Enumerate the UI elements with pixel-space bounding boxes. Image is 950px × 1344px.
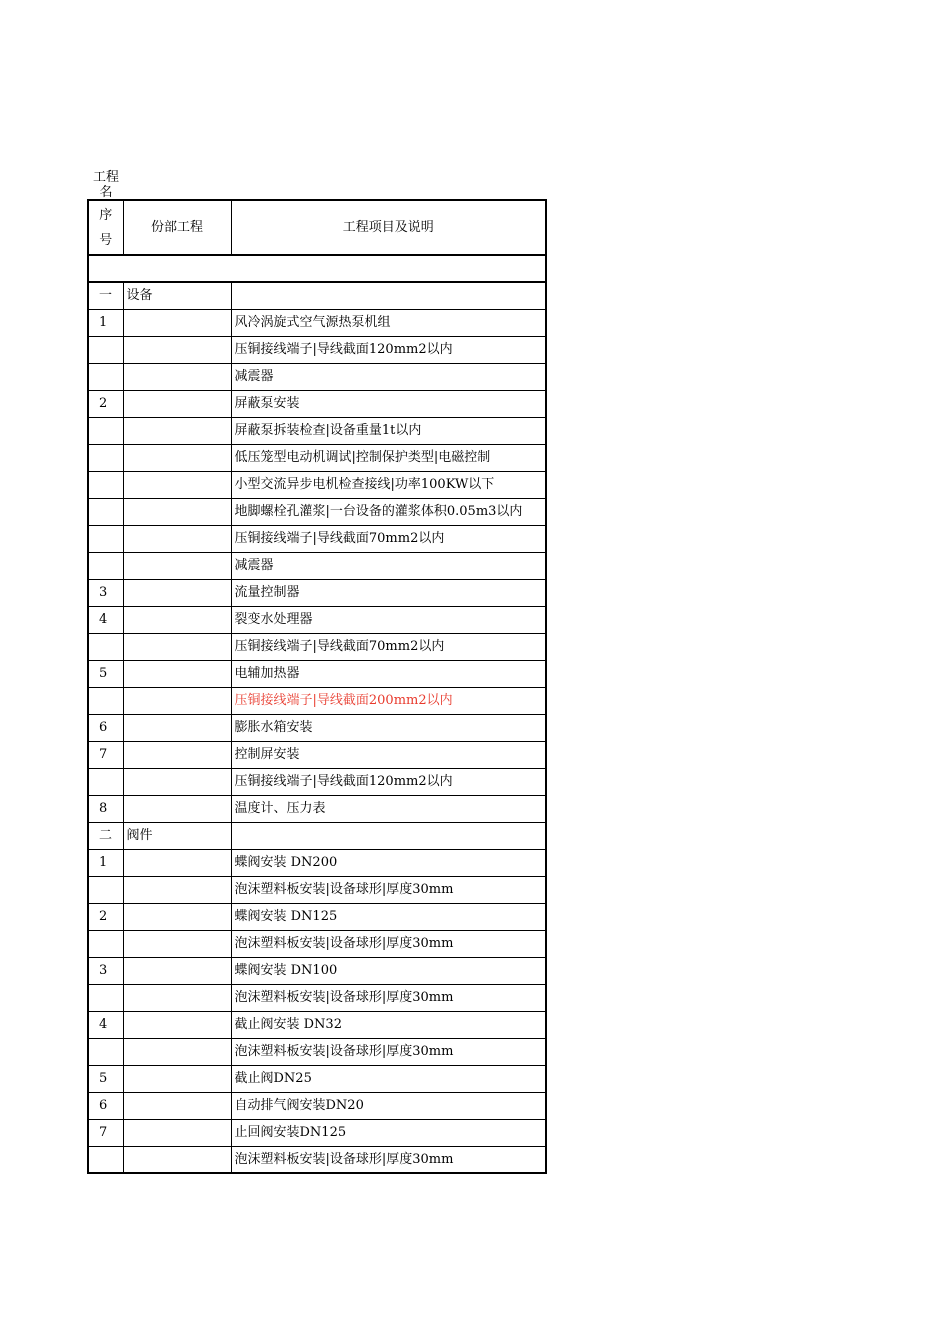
row-item-cell: 压铜接线端子|导线截面70mm2以内: [231, 525, 546, 552]
row-part-cell: [123, 444, 231, 471]
row-item-cell: 自动排气阀安装DN20: [231, 1092, 546, 1119]
row-seq-cell: [88, 1146, 123, 1173]
table-row: [88, 741, 546, 768]
table-row: [88, 363, 546, 390]
row-part-cell: [123, 390, 231, 417]
row-item-cell: 泡沫塑料板安装|设备球形|厚度30mm: [231, 1146, 546, 1173]
table-row: [88, 768, 546, 795]
table-row: [88, 1146, 546, 1173]
table-row: [88, 606, 546, 633]
table-row: [88, 957, 546, 984]
row-seq-cell: 一: [88, 282, 123, 309]
row-part-cell: [123, 417, 231, 444]
table-row: [88, 822, 546, 849]
table-row: [88, 336, 546, 363]
row-item-cell: 蝶阀安装 DN100: [231, 957, 546, 984]
project-name-label: 工程名: [92, 170, 119, 200]
header-seq-bottom: 号: [99, 232, 113, 248]
header-part: 份部工程: [123, 200, 231, 255]
row-part-cell: [123, 1119, 231, 1146]
row-seq-cell: 二: [88, 822, 123, 849]
table-row: [88, 390, 546, 417]
row-item-cell: 裂变水处理器: [231, 606, 546, 633]
table-row: [88, 552, 546, 579]
row-item-cell: 温度计、压力表: [231, 795, 546, 822]
row-seq-cell: [88, 1038, 123, 1065]
table-row: [88, 579, 546, 606]
row-item-cell: 流量控制器: [231, 579, 546, 606]
table-row: [88, 1011, 546, 1038]
row-item-cell: 风冷涡旋式空气源热泵机组: [231, 309, 546, 336]
row-item-cell: 泡沫塑料板安装|设备球形|厚度30mm: [231, 930, 546, 957]
row-part-cell: 设备: [123, 282, 231, 309]
row-part-cell: [123, 363, 231, 390]
header-item: 工程项目及说明: [231, 200, 546, 255]
row-part-cell: [123, 525, 231, 552]
table-row: [88, 660, 546, 687]
row-item-cell: [231, 282, 546, 309]
table-row: [88, 633, 546, 660]
row-part-cell: [123, 1065, 231, 1092]
table-row: [88, 876, 546, 903]
bill-of-quantities-table: [87, 199, 547, 1174]
table-row: [88, 444, 546, 471]
row-seq-cell: [88, 471, 123, 498]
row-seq-cell: 6: [88, 1092, 123, 1119]
row-part-cell: [123, 849, 231, 876]
row-part-cell: [123, 471, 231, 498]
row-seq-cell: [88, 417, 123, 444]
row-seq-cell: [88, 768, 123, 795]
row-item-cell: 减震器: [231, 363, 546, 390]
row-item-cell: 小型交流异步电机检查接线|功率100KW以下: [231, 471, 546, 498]
row-seq-cell: 2: [88, 390, 123, 417]
row-part-cell: 阀件: [123, 822, 231, 849]
row-part-cell: [123, 606, 231, 633]
row-part-cell: [123, 336, 231, 363]
row-item-cell: 压铜接线端子|导线截面120mm2以内: [231, 768, 546, 795]
row-part-cell: [123, 876, 231, 903]
table-row: [88, 471, 546, 498]
row-seq-cell: 4: [88, 1011, 123, 1038]
table-header-row: [88, 200, 546, 255]
row-part-cell: [123, 498, 231, 525]
row-part-cell: [123, 633, 231, 660]
row-item-cell: 压铜接线端子|导线截面70mm2以内: [231, 633, 546, 660]
row-seq-cell: [88, 363, 123, 390]
row-item-cell: 泡沫塑料板安装|设备球形|厚度30mm: [231, 984, 546, 1011]
row-seq-cell: [88, 336, 123, 363]
row-item-cell: 屏蔽泵拆装检查|设备重量1t以内: [231, 417, 546, 444]
row-item-cell: 电辅加热器: [231, 660, 546, 687]
row-item-cell: 蝶阀安装 DN125: [231, 903, 546, 930]
row-part-cell: [123, 1038, 231, 1065]
row-part-cell: [123, 741, 231, 768]
row-seq-cell: 3: [88, 579, 123, 606]
row-part-cell: [123, 687, 231, 714]
table-row: [88, 1092, 546, 1119]
row-part-cell: [123, 714, 231, 741]
table-row: [88, 849, 546, 876]
row-item-cell: 低压笼型电动机调试|控制保护类型|电磁控制: [231, 444, 546, 471]
row-item-cell: 截止阀DN25: [231, 1065, 546, 1092]
header-seq: [88, 200, 123, 255]
row-part-cell: [123, 660, 231, 687]
row-item-cell: 止回阀安装DN125: [231, 1119, 546, 1146]
row-seq-cell: [88, 444, 123, 471]
row-seq-cell: 7: [88, 741, 123, 768]
row-seq-cell: 1: [88, 309, 123, 336]
row-part-cell: [123, 984, 231, 1011]
header-seq-top: 序: [99, 207, 113, 223]
row-item-cell: 膨胀水箱安装: [231, 714, 546, 741]
row-part-cell: [123, 903, 231, 930]
row-seq-cell: [88, 633, 123, 660]
row-seq-cell: [88, 984, 123, 1011]
table-row: [88, 282, 546, 309]
table-row: [88, 417, 546, 444]
row-part-cell: [123, 1092, 231, 1119]
table-row: [88, 1038, 546, 1065]
row-seq-cell: 5: [88, 1065, 123, 1092]
row-seq-cell: [88, 930, 123, 957]
row-seq-cell: 7: [88, 1119, 123, 1146]
row-seq-cell: 6: [88, 714, 123, 741]
row-seq-cell: 8: [88, 795, 123, 822]
blank-cell: [88, 255, 546, 282]
table-row: [88, 714, 546, 741]
row-seq-cell: 5: [88, 660, 123, 687]
row-seq-cell: 1: [88, 849, 123, 876]
row-seq-cell: [88, 687, 123, 714]
row-item-cell: 压铜接线端子|导线截面200mm2以内: [231, 687, 546, 714]
row-part-cell: [123, 579, 231, 606]
row-item-cell: 地脚螺栓孔灌浆|一台设备的灌浆体积0.05m3以内: [231, 498, 546, 525]
row-item-cell: 截止阀安装 DN32: [231, 1011, 546, 1038]
row-seq-cell: [88, 552, 123, 579]
row-item-cell: 蝶阀安装 DN200: [231, 849, 546, 876]
row-seq-cell: [88, 876, 123, 903]
row-part-cell: [123, 1146, 231, 1173]
table-row: [88, 930, 546, 957]
row-seq-cell: 4: [88, 606, 123, 633]
row-item-cell: 泡沫塑料板安装|设备球形|厚度30mm: [231, 876, 546, 903]
row-part-cell: [123, 930, 231, 957]
row-item-cell: 减震器: [231, 552, 546, 579]
table-row: [88, 687, 546, 714]
row-part-cell: [123, 795, 231, 822]
blank-row: [88, 255, 546, 282]
table-row: [88, 903, 546, 930]
row-seq-cell: 2: [88, 903, 123, 930]
row-part-cell: [123, 1011, 231, 1038]
row-item-cell: 控制屏安装: [231, 741, 546, 768]
row-seq-cell: 3: [88, 957, 123, 984]
row-part-cell: [123, 768, 231, 795]
table-row: [88, 1065, 546, 1092]
row-item-cell: [231, 822, 546, 849]
row-part-cell: [123, 309, 231, 336]
table-row: [88, 498, 546, 525]
row-item-cell: 泡沫塑料板安装|设备球形|厚度30mm: [231, 1038, 546, 1065]
table-row: [88, 525, 546, 552]
row-part-cell: [123, 957, 231, 984]
row-item-cell: 屏蔽泵安装: [231, 390, 546, 417]
table-row: [88, 795, 546, 822]
table-row: [88, 309, 546, 336]
row-part-cell: [123, 552, 231, 579]
row-seq-cell: [88, 498, 123, 525]
row-seq-cell: [88, 525, 123, 552]
table-row: [88, 1119, 546, 1146]
row-item-cell: 压铜接线端子|导线截面120mm2以内: [231, 336, 546, 363]
table-row: [88, 984, 546, 1011]
